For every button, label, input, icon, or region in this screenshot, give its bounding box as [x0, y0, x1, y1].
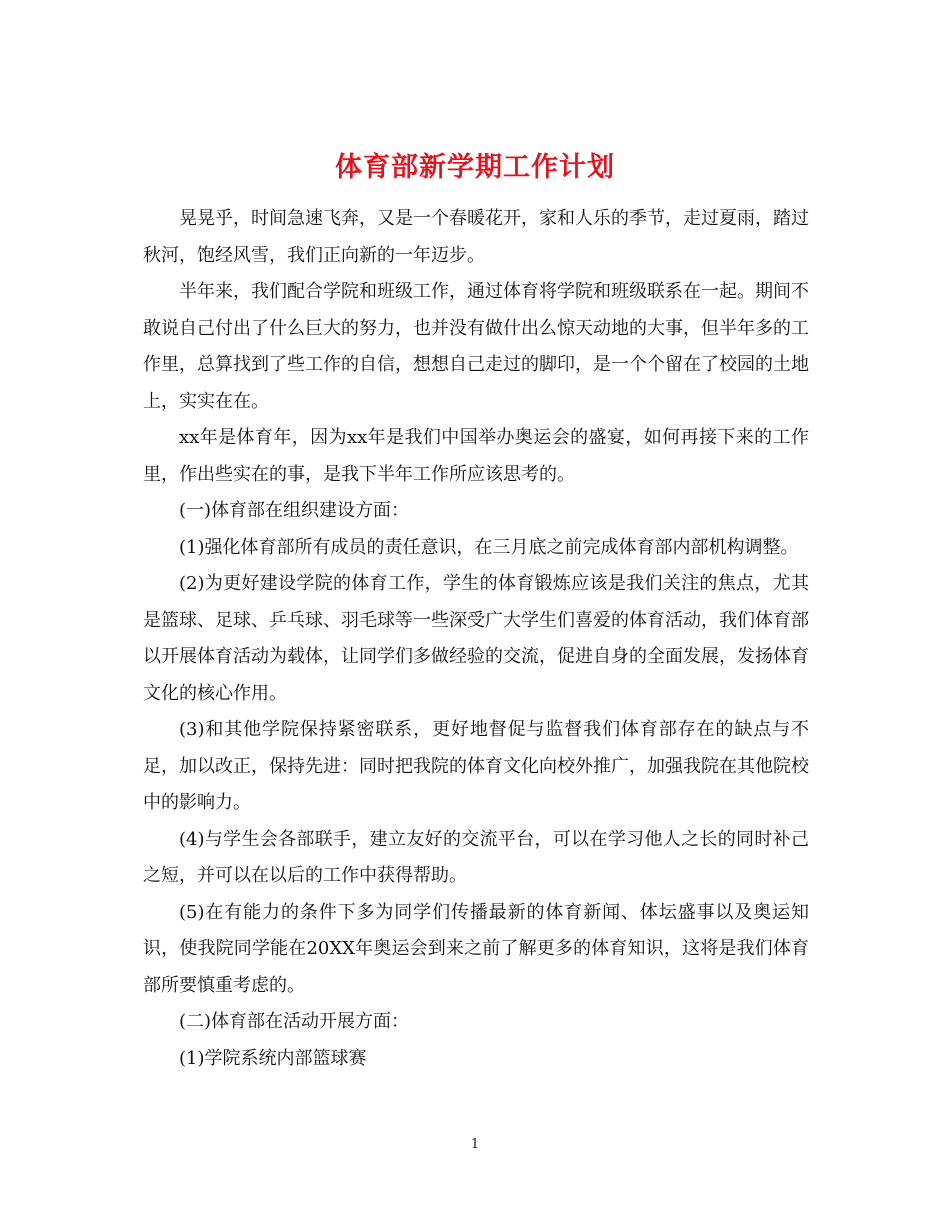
- document-body: [143, 201, 809, 1077]
- list-item-organization-4: (4)与学生会各部联手，建立友好的交流平台，可以在学习他人之长的同时补己之短，并可以在以后的工作中获得帮助。: [143, 828, 809, 886]
- document-title: 体育部新学期工作计划: [335, 152, 615, 184]
- section-heading-organization: (一)体育部在组织建设方面：: [179, 500, 410, 521]
- list-item-organization-1: (1)强化体育部所有成员的责任意识，在三月底之前完成体育部内部机构调整。: [179, 536, 799, 558]
- page-number: 1: [470, 1137, 480, 1152]
- list-item-organization-2: (2)为更好建设学院的体育工作，学生的体育锻炼应该是我们关注的焦点，尤其是篮球、足球、乒乓球、羽毛球等一些深受广大学生们喜爱的体育活动，我们体育部以开展体育活动为载体，让同学们多做经验的交流，促进自身的全面发展，发扬体育文化的核心作用。: [143, 573, 809, 704]
- paragraph-sports-year: xx年是体育年，因为xx年是我们中国举办奥运会的盛宴，如何再接下来的工作里，作出些实在的事，是我下半年工作所应该思考的。: [143, 427, 809, 485]
- section-heading-activities: (二)体育部在活动开展方面：: [179, 1011, 410, 1032]
- list-item-activities-1: (1)学院系统内部篮球赛: [179, 1047, 367, 1069]
- paragraph-intro: 晃晃乎，时间急速飞奔，又是一个春暖花开，家和人乐的季节，走过夏雨，踏过秋河，饱经风雪，我们正向新的一年迈步。: [143, 208, 809, 266]
- paragraph-half-year-review: 半年来，我们配合学院和班级工作，通过体育将学院和班级联系在一起。期间不敢说自己付出了什么巨大的努力，也并没有做什出么惊天动地的大事，但半年多的工作里，总算找到了些工作的自信，想想自己走过的脚印，是一个个留在了校园的土地上，实实在在。: [143, 281, 809, 412]
- list-item-organization-3: (3)和其他学院保持紧密联系，更好地督促与监督我们体育部存在的缺点与不足，加以改正，保持先进：同时把我院的体育文化向校外推广，加强我院在其他院校中的影响力。: [143, 719, 809, 813]
- list-item-organization-5: (5)在有能力的条件下多为同学们传播最新的体育新闻、体坛盛事以及奥运知识，使我院同学能在20XX年奥运会到来之前了解更多的体育知识，这将是我们体育部所要慎重考虑的。: [143, 901, 809, 996]
